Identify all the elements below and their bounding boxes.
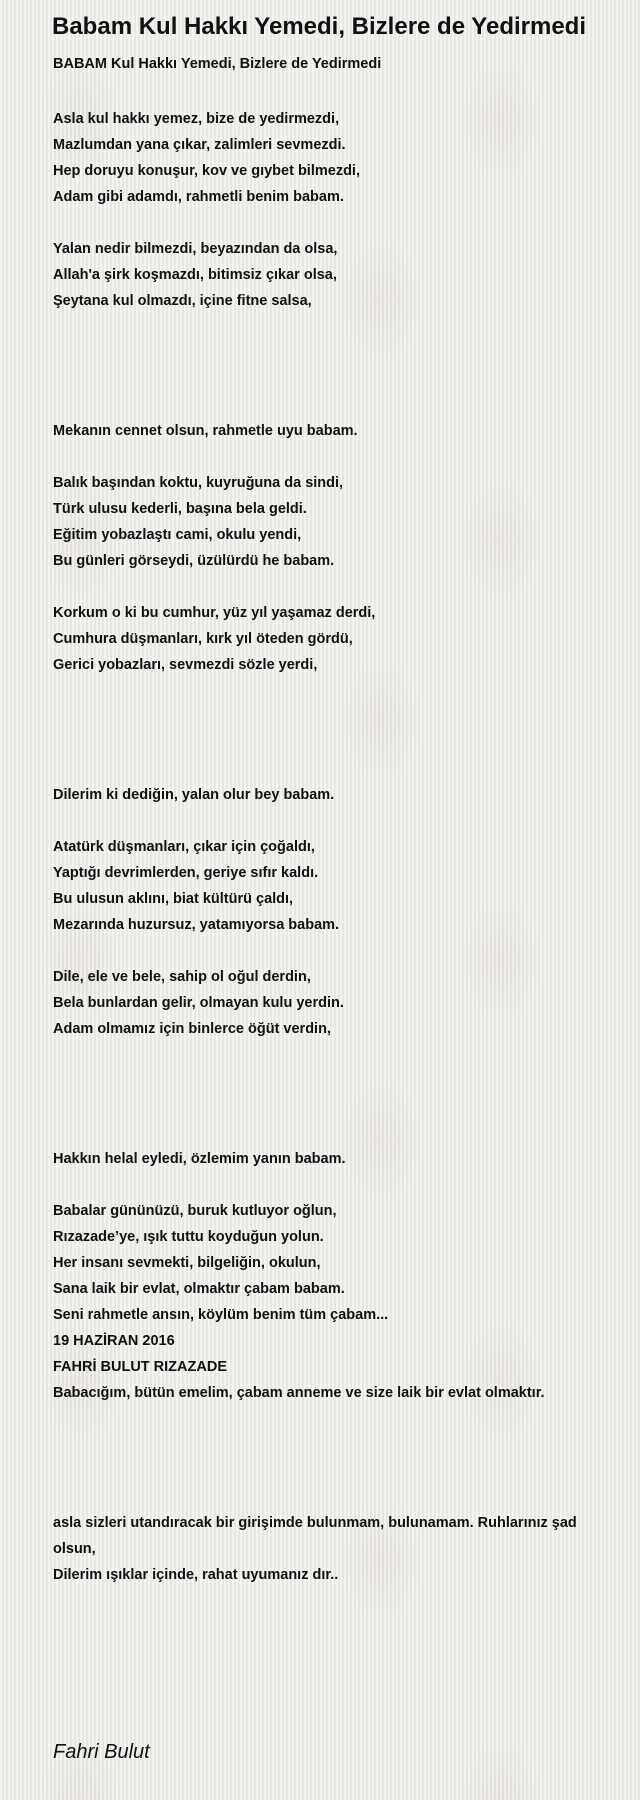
poem-line: Mekanın cennet olsun, rahmetle uyu babam. xyxy=(53,423,358,439)
poem-line: Eğitim yobazlaştı cami, okulu yendi, xyxy=(53,527,302,543)
poem-line: Yaptığı devrimlerden, geriye sıfır kaldı. xyxy=(53,865,319,881)
poem-line: Cumhura düşmanları, kırk yıl öteden gördü, xyxy=(53,631,353,647)
poem-line: Türk ulusu kederli, başına bela geldi. xyxy=(53,501,307,517)
poem-line: Balık başından koktu, kuyruğuna da sindi, xyxy=(53,475,344,491)
poem-blank-line xyxy=(53,210,623,236)
poem-line: Bela bunlardan gelir, olmayan kulu yerdin. xyxy=(53,995,344,1011)
poem-blank-line xyxy=(53,1120,623,1146)
poem-blank-line xyxy=(53,938,623,964)
poem-line: Mezarında huzursuz, yatamıyorsa babam. xyxy=(53,917,340,933)
poem-line: FAHRİ BULUT RIZAZADE xyxy=(53,1359,227,1375)
poem-line: Babalar gününüzü, buruk kutluyor oğlun, xyxy=(53,1203,337,1219)
poem-blank-line xyxy=(53,1458,623,1484)
poem-line: Dilerim ki dediğin, yalan olur bey babam. xyxy=(53,787,335,803)
poem-blank-line xyxy=(53,444,623,470)
author-name: Fahri Bulut xyxy=(53,1741,150,1763)
poem-line: Seni rahmetle ansın, köylüm benim tüm çabam... xyxy=(53,1307,389,1323)
poem-blank-line xyxy=(53,392,623,418)
poem-line: Gerici yobazları, sevmezdi sözle yerdi, xyxy=(53,657,318,673)
poem-line: Mazlumdan yana çıkar, zalimleri sevmezdi. xyxy=(53,137,346,153)
poem-blank-line xyxy=(53,366,623,392)
poem-blank-line xyxy=(53,1172,623,1198)
poem-line: Bu ulusun aklını, biat kültürü çaldı, xyxy=(53,891,294,907)
poem-line: Sana laik bir evlat, olmaktır çabam babam. xyxy=(53,1281,345,1297)
poem-line: Hep doruyu konuşur, kov ve gıybet bilmezdi, xyxy=(53,163,360,179)
poem-blank-line xyxy=(53,340,623,366)
poem-line: asla sizleri utandıracak bir girişimde bulunmam, bulunamam. Ruhlarınız şad olsun, xyxy=(53,1515,577,1557)
poem-line: 19 HAZİRAN 2016 xyxy=(53,1333,175,1349)
poem-blank-line xyxy=(53,1484,623,1510)
poem-blank-line xyxy=(53,574,623,600)
poem-line: Şeytana kul olmazdı, içine fitne salsa, xyxy=(53,293,312,309)
poem-blank-line xyxy=(53,1042,623,1068)
poem-subtitle: BABAM Kul Hakkı Yemedi, Bizlere de Yedirmedi xyxy=(53,56,382,72)
poem-line: Asla kul hakkı yemez, bize de yedirmezdi, xyxy=(53,111,340,127)
poem-line: Babacığım, bütün emelim, çabam anneme ve size laik bir evlat olmaktır. xyxy=(53,1385,545,1401)
poem-line: Atatürk düşmanları, çıkar için çoğaldı, xyxy=(53,839,315,855)
poem-line: Rızazade’ye, ışık tuttu koyduğun yolun. xyxy=(53,1229,324,1245)
poem-body xyxy=(53,106,623,1588)
poem-line: Korkum o ki bu cumhur, yüz yıl yaşamaz derdi, xyxy=(53,605,376,621)
poem-blank-line xyxy=(53,1094,623,1120)
poem-blank-line xyxy=(53,678,623,704)
poem-blank-line xyxy=(53,730,623,756)
poem-line: Her insanı sevmekti, bilgeliğin, okulun, xyxy=(53,1255,321,1271)
poem-blank-line xyxy=(53,808,623,834)
poem-line: Adam gibi adamdı, rahmetli benim babam. xyxy=(53,189,344,205)
poem-line: Dile, ele ve bele, sahip ol oğul derdin, xyxy=(53,969,311,985)
poem-blank-line xyxy=(53,314,623,340)
poem-line: Hakkın helal eyledi, özlemim yanın babam. xyxy=(53,1151,346,1167)
poem-blank-line xyxy=(53,704,623,730)
poem-blank-line xyxy=(53,756,623,782)
poem-line: Dilerim ışıklar içinde, rahat uyumanız dır.. xyxy=(53,1567,339,1583)
poem-line: Adam olmamız için binlerce öğüt verdin, xyxy=(53,1021,331,1037)
poem-line: Bu günleri görseydi, üzülürdü he babam. xyxy=(53,553,335,569)
poem-blank-line xyxy=(53,1432,623,1458)
poem-blank-line xyxy=(53,1406,623,1432)
poem-blank-line xyxy=(53,1068,623,1094)
poem-line: Allah'a şirk koşmazdı, bitimsiz çıkar olsa, xyxy=(53,267,337,283)
poem-line: Yalan nedir bilmezdi, beyazından da olsa, xyxy=(53,241,338,257)
page-title: Babam Kul Hakkı Yemedi, Bizlere de Yedirmedi xyxy=(52,13,587,40)
